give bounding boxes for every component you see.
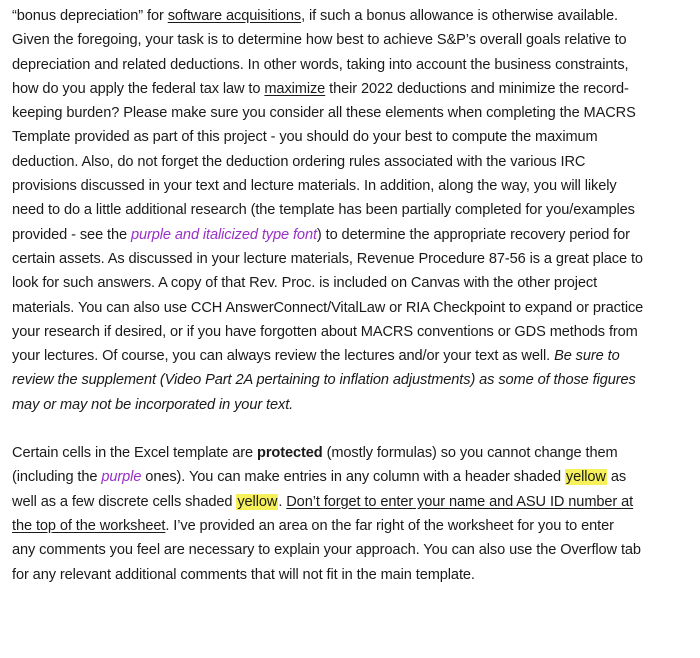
text-line: certain assets. As discussed in your lecture materials, Revenue Procedure 87-56 is a great place to bbox=[12, 250, 643, 267]
text-span: “bonus depreciation” for bbox=[12, 8, 168, 24]
purple-italic-text: purple and italicized type font bbox=[130, 226, 317, 243]
text-line: need to do a little additional research (the template has been partially completed for you/examples bbox=[12, 202, 635, 219]
text-line bbox=[12, 4, 696, 28]
paragraph-template-instructions bbox=[12, 441, 696, 587]
text-span: their 2022 deductions and minimize the record- bbox=[325, 80, 629, 97]
text-line: materials. You can also use CCH AnswerConnect/VitalLaw or RIA Checkpoint to expand or practice bbox=[12, 299, 644, 316]
text-span: your lectures. Of course, you can always review the lectures and/or your text as well. bbox=[12, 348, 555, 365]
underlined-text: maximize bbox=[264, 80, 326, 97]
document-body bbox=[12, 4, 696, 587]
text-line: may or may not be incorporated in your text. bbox=[12, 396, 294, 413]
text-line bbox=[12, 465, 696, 489]
text-line: review the supplement (Video Part 2A pertaining to inflation adjustments) as some of those figures bbox=[12, 372, 636, 389]
text-line bbox=[12, 441, 696, 465]
yellow-highlight-text: yellow bbox=[565, 469, 606, 486]
underlined-text: the top of the worksheet bbox=[12, 517, 166, 534]
underlined-text: software acquisitions bbox=[167, 8, 302, 24]
purple-italic-text: purple bbox=[101, 469, 142, 486]
text-span: . I’ve provided an area on the far right of the worksheet for you to enter bbox=[165, 517, 614, 534]
text-span: Certain cells in the Excel template are bbox=[12, 445, 258, 462]
text-line bbox=[12, 223, 696, 247]
text-line: your research if desired, or if you have forgotten about MACRS conventions or GDS methods from bbox=[12, 323, 638, 340]
text-span: (including the bbox=[12, 469, 102, 486]
italic-text: Be sure to bbox=[554, 348, 620, 365]
text-line: keeping burden? Please make sure you consider all these elements when completing the MACRS bbox=[12, 105, 636, 122]
text-line bbox=[12, 514, 696, 538]
yellow-highlight-text: yellow bbox=[237, 493, 278, 510]
text-line: Template provided as part of this project - you should do your best to compute the maximum bbox=[12, 129, 598, 146]
text-line: any comments you feel are necessary to explain your approach. You can also use the Overflow tab bbox=[12, 542, 641, 559]
text-line: provisions discussed in your text and lecture materials. In addition, along the way, you will likely bbox=[12, 178, 617, 195]
text-line: Given the foregoing, your task is to determine how best to achieve S&P’s overall goals relative to bbox=[12, 32, 627, 49]
bold-text: protected bbox=[257, 445, 323, 462]
text-line: depreciation and related deductions. In other words, taking into account the business constraints, bbox=[12, 56, 629, 73]
text-line: for any relevant additional comments that will not fit in the main template. bbox=[12, 566, 475, 583]
text-line bbox=[12, 77, 696, 101]
text-line bbox=[12, 490, 696, 514]
text-span: well as a few discrete cells shaded bbox=[12, 493, 237, 510]
text-line: look for such answers. A copy of that Rev. Proc. is included on Canvas with the other project bbox=[12, 275, 598, 292]
text-line: deduction. Also, do not forget the deduction ordering rules associated with the various IRC bbox=[12, 153, 586, 170]
text-span: . bbox=[278, 493, 287, 510]
text-span: ) to determine the appropriate recovery period for bbox=[316, 226, 630, 243]
text-line bbox=[12, 344, 696, 368]
text-span: provided - see the bbox=[12, 226, 131, 243]
text-span: how do you apply the federal tax law to bbox=[12, 80, 265, 97]
underlined-text: Don’t forget to enter your name and ASU ID number at bbox=[286, 493, 634, 510]
text-span: ones). You can make entries in any column with a header shaded bbox=[141, 469, 565, 486]
paragraph-gap bbox=[12, 417, 696, 441]
text-span: (mostly formulas) so you cannot change them bbox=[322, 445, 618, 462]
text-span: , if such a bonus allowance is otherwise available. bbox=[301, 8, 619, 24]
paragraph-depreciation-task bbox=[12, 4, 696, 417]
text-span: as bbox=[606, 469, 627, 486]
